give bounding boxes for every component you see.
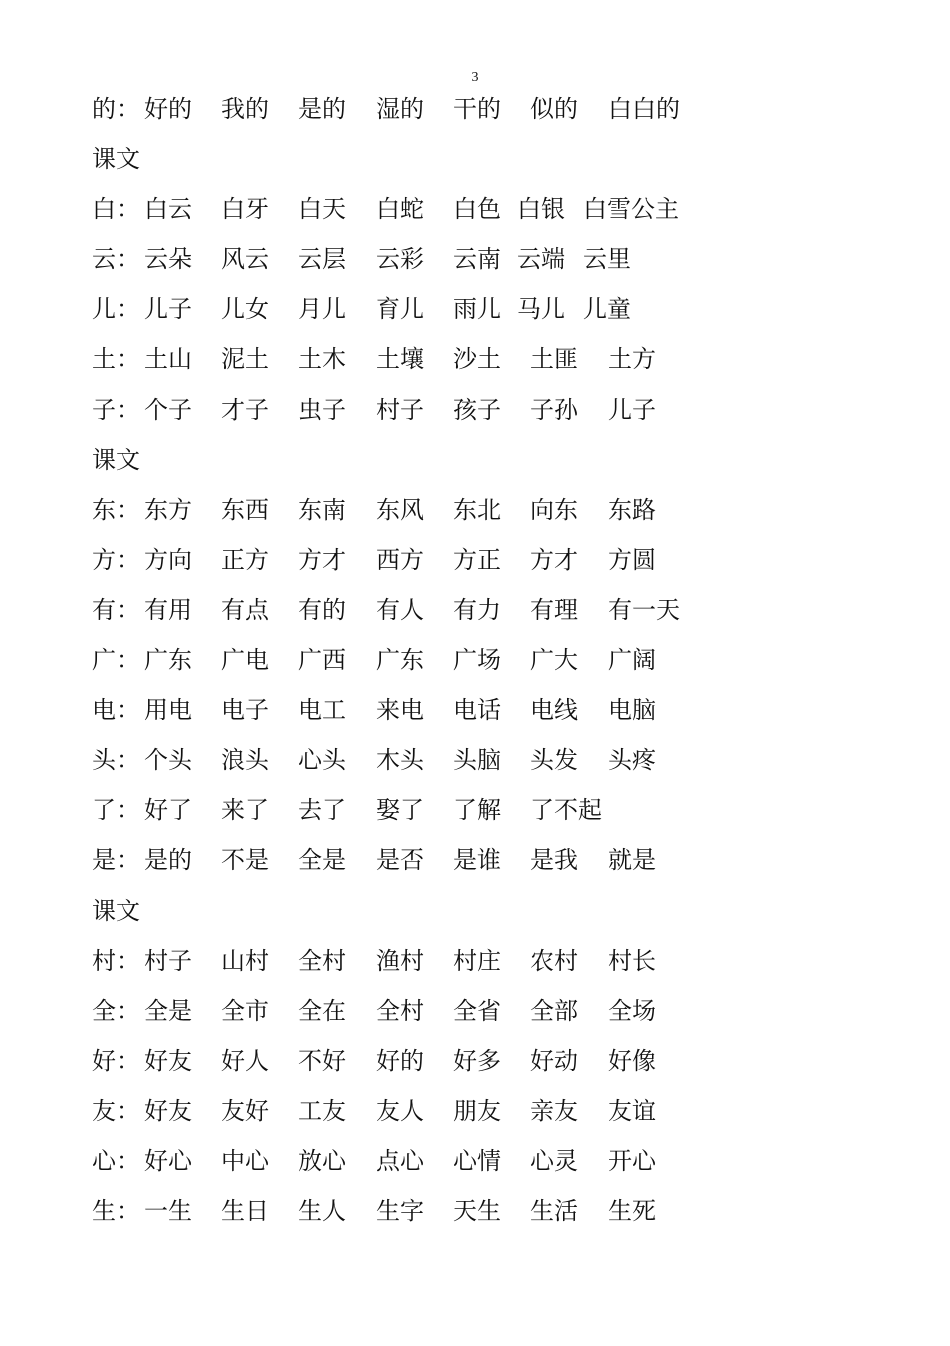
vocab-word: 用电 xyxy=(144,696,192,725)
vocab-word: 好多 xyxy=(453,1046,501,1075)
vocab-word: 有用 xyxy=(144,595,192,624)
vocab-line xyxy=(92,685,912,735)
vocab-word: 村庄 xyxy=(453,946,501,975)
vocab-line xyxy=(92,835,912,885)
vocab-word: 全是 xyxy=(298,846,346,875)
vocab-word: 方才 xyxy=(298,545,346,574)
vocab-word: 广场 xyxy=(453,646,501,675)
vocab-word: 东路 xyxy=(608,495,656,524)
vocab-word: 白色 xyxy=(453,195,501,224)
vocab-word: 土方 xyxy=(608,345,656,374)
vocab-word: 工友 xyxy=(298,1096,346,1125)
vocab-word: 全场 xyxy=(608,996,656,1025)
vocab-word: 好了 xyxy=(144,796,192,825)
vocab-word: 东北 xyxy=(453,495,501,524)
vocab-word: 白白的 xyxy=(608,95,680,123)
vocab-word: 泥土 xyxy=(221,345,269,374)
vocab-word: 友好 xyxy=(221,1096,269,1125)
character-head: 生： xyxy=(92,1197,140,1226)
vocab-word: 好友 xyxy=(144,1046,192,1075)
vocab-word: 友谊 xyxy=(608,1096,656,1125)
vocab-word: 好友 xyxy=(144,1096,192,1125)
vocab-line xyxy=(92,585,912,635)
vocab-word: 土木 xyxy=(298,345,346,374)
character-head: 云： xyxy=(92,245,140,274)
vocab-word: 是谁 xyxy=(453,846,501,875)
vocab-word: 生活 xyxy=(530,1197,578,1226)
vocab-word: 方圆 xyxy=(608,545,656,574)
vocab-line xyxy=(92,1036,912,1086)
vocab-word: 方正 xyxy=(453,545,501,574)
vocab-word: 似的 xyxy=(530,95,578,123)
vocab-word: 是否 xyxy=(376,846,424,875)
character-head: 头： xyxy=(92,746,140,775)
vocab-word: 有点 xyxy=(221,595,269,624)
character-head: 好： xyxy=(92,1046,140,1075)
vocab-word: 方才 xyxy=(530,545,578,574)
vocab-word: 东风 xyxy=(376,495,424,524)
section-title: 课文 xyxy=(92,445,140,474)
vocab-word: 东方 xyxy=(144,495,192,524)
section-title: 课文 xyxy=(92,896,140,925)
vocab-word: 有理 xyxy=(530,595,578,624)
vocab-word: 了不起 xyxy=(530,796,602,825)
vocab-word: 电话 xyxy=(453,696,501,725)
vocab-line xyxy=(92,334,912,384)
vocab-word: 一生 xyxy=(144,1197,192,1226)
vocab-word: 子孙 xyxy=(530,395,578,424)
character-head: 友： xyxy=(92,1096,140,1125)
vocab-word: 云彩 xyxy=(376,245,424,274)
vocab-line xyxy=(92,1086,912,1136)
vocab-word: 云端 xyxy=(517,245,565,274)
vocab-word: 白雪公主 xyxy=(583,195,679,224)
vocab-word: 全是 xyxy=(144,996,192,1025)
vocab-word: 好的 xyxy=(144,95,192,123)
vocab-word: 马儿 xyxy=(517,295,565,324)
vocab-word: 好动 xyxy=(530,1046,578,1075)
vocab-word: 山村 xyxy=(221,946,269,975)
vocab-word: 点心 xyxy=(376,1146,424,1175)
vocab-line xyxy=(92,84,912,134)
vocab-word: 白牙 xyxy=(221,195,269,224)
character-head: 电： xyxy=(92,696,140,725)
vocab-word: 朋友 xyxy=(453,1096,501,1125)
vocab-word: 儿子 xyxy=(144,295,192,324)
vocab-word: 不好 xyxy=(298,1046,346,1075)
vocab-word: 云朵 xyxy=(144,245,192,274)
vocab-word: 中心 xyxy=(221,1146,269,1175)
vocab-word: 全村 xyxy=(298,946,346,975)
character-head: 儿： xyxy=(92,295,140,324)
vocab-word: 头疼 xyxy=(608,746,656,775)
vocab-word: 全村 xyxy=(376,996,424,1025)
vocab-line xyxy=(92,234,912,284)
vocab-word: 方向 xyxy=(144,545,192,574)
vocab-word: 好的 xyxy=(376,1046,424,1075)
vocab-word: 才子 xyxy=(221,395,269,424)
vocab-line xyxy=(92,1186,912,1236)
vocab-word: 白蛇 xyxy=(376,195,424,224)
vocab-word: 是我 xyxy=(530,846,578,875)
vocab-word: 沙土 xyxy=(453,345,501,374)
vocab-word: 全市 xyxy=(221,996,269,1025)
vocab-word: 村子 xyxy=(376,395,424,424)
vocab-word: 风云 xyxy=(221,245,269,274)
vocab-line xyxy=(92,385,912,435)
vocab-word: 个头 xyxy=(144,746,192,775)
vocab-word: 广阔 xyxy=(608,646,656,675)
vocab-word: 全部 xyxy=(530,996,578,1025)
vocab-word: 木头 xyxy=(376,746,424,775)
character-head: 的： xyxy=(92,95,140,123)
vocab-word: 天生 xyxy=(453,1197,501,1226)
character-head: 是： xyxy=(92,846,140,875)
vocab-word: 生字 xyxy=(376,1197,424,1226)
vocab-word: 好心 xyxy=(144,1146,192,1175)
vocab-line xyxy=(92,1136,912,1186)
vocab-word: 生死 xyxy=(608,1197,656,1226)
vocab-word: 云南 xyxy=(453,245,501,274)
vocab-word: 土匪 xyxy=(530,345,578,374)
vocab-line xyxy=(92,485,912,535)
vocab-word: 广大 xyxy=(530,646,578,675)
section-heading xyxy=(92,886,912,936)
character-head: 全： xyxy=(92,996,140,1025)
character-head: 子： xyxy=(92,395,140,424)
vocab-word: 有力 xyxy=(453,595,501,624)
character-head: 东： xyxy=(92,495,140,524)
vocab-word: 干的 xyxy=(453,95,501,123)
vocab-word: 儿女 xyxy=(221,295,269,324)
vocab-word: 广西 xyxy=(298,646,346,675)
vocab-word: 头发 xyxy=(530,746,578,775)
vocab-word: 儿子 xyxy=(608,395,656,424)
vocab-word: 广电 xyxy=(221,646,269,675)
vocab-word: 云里 xyxy=(583,245,631,274)
vocab-word: 放心 xyxy=(298,1146,346,1175)
vocab-word: 农村 xyxy=(530,946,578,975)
character-head: 了： xyxy=(92,796,140,825)
vocab-line xyxy=(92,735,912,785)
vocab-word: 有一天 xyxy=(608,595,680,624)
vocab-word: 土山 xyxy=(144,345,192,374)
vocab-word: 我的 xyxy=(221,95,269,123)
vocab-word: 好人 xyxy=(221,1046,269,1075)
vocab-line xyxy=(92,785,912,835)
vocab-word: 雨儿 xyxy=(453,295,501,324)
vocab-word: 个子 xyxy=(144,395,192,424)
vocab-word: 好像 xyxy=(608,1046,656,1075)
section-heading xyxy=(92,134,912,184)
vocab-word: 去了 xyxy=(298,796,346,825)
vocab-word: 孩子 xyxy=(453,395,501,424)
vocab-word: 东西 xyxy=(221,495,269,524)
vocab-word: 来电 xyxy=(376,696,424,725)
vocab-line xyxy=(92,284,912,334)
vocab-word: 全省 xyxy=(453,996,501,1025)
character-head: 有： xyxy=(92,595,140,624)
vocab-word: 正方 xyxy=(221,545,269,574)
vocab-word: 向东 xyxy=(530,495,578,524)
vocab-word: 有人 xyxy=(376,595,424,624)
vocab-word: 电工 xyxy=(298,696,346,725)
vocab-word: 白天 xyxy=(298,195,346,224)
vocab-word: 村长 xyxy=(608,946,656,975)
character-head: 心： xyxy=(92,1146,140,1175)
section-heading xyxy=(92,435,912,485)
vocab-word: 育儿 xyxy=(376,295,424,324)
vocab-word: 电脑 xyxy=(608,696,656,725)
vocab-word: 心头 xyxy=(298,746,346,775)
vocab-line xyxy=(92,986,912,1036)
vocab-word: 村子 xyxy=(144,946,192,975)
character-head: 方： xyxy=(92,545,140,574)
vocab-line xyxy=(92,184,912,234)
vocab-word: 云层 xyxy=(298,245,346,274)
vocab-word: 广东 xyxy=(376,646,424,675)
vocabulary-list xyxy=(92,84,912,1236)
vocab-word: 湿的 xyxy=(376,95,424,123)
vocab-word: 了解 xyxy=(453,796,501,825)
character-head: 白： xyxy=(92,195,140,224)
vocab-word: 白云 xyxy=(144,195,192,224)
character-head: 村： xyxy=(92,946,140,975)
vocab-word: 娶了 xyxy=(376,796,424,825)
vocab-word: 儿童 xyxy=(583,295,631,324)
vocab-word: 心灵 xyxy=(530,1146,578,1175)
vocab-word: 渔村 xyxy=(376,946,424,975)
vocab-word: 是的 xyxy=(144,846,192,875)
vocab-line xyxy=(92,936,912,986)
vocab-word: 全在 xyxy=(298,996,346,1025)
vocab-word: 不是 xyxy=(221,846,269,875)
vocab-word: 就是 xyxy=(608,846,656,875)
vocab-word: 头脑 xyxy=(453,746,501,775)
character-head: 土： xyxy=(92,345,140,374)
vocab-word: 东南 xyxy=(298,495,346,524)
vocab-word: 生日 xyxy=(221,1197,269,1226)
section-title: 课文 xyxy=(92,145,140,174)
vocab-word: 开心 xyxy=(608,1146,656,1175)
vocab-word: 西方 xyxy=(376,545,424,574)
vocab-word: 虫子 xyxy=(298,395,346,424)
character-head: 广： xyxy=(92,646,140,675)
vocab-word: 生人 xyxy=(298,1197,346,1226)
vocab-word: 月儿 xyxy=(298,295,346,324)
vocab-word: 浪头 xyxy=(221,746,269,775)
vocab-word: 心情 xyxy=(453,1146,501,1175)
vocab-word: 是的 xyxy=(298,95,346,123)
vocab-word: 友人 xyxy=(376,1096,424,1125)
page-number: 3 xyxy=(471,70,479,85)
vocab-word: 有的 xyxy=(298,595,346,624)
vocab-line xyxy=(92,535,912,585)
vocab-word: 白银 xyxy=(517,195,565,224)
vocab-line xyxy=(92,635,912,685)
vocab-word: 电子 xyxy=(221,696,269,725)
vocab-word: 电线 xyxy=(530,696,578,725)
vocab-word: 亲友 xyxy=(530,1096,578,1125)
vocab-word: 土壤 xyxy=(376,345,424,374)
vocab-word: 来了 xyxy=(221,796,269,825)
vocab-word: 广东 xyxy=(144,646,192,675)
